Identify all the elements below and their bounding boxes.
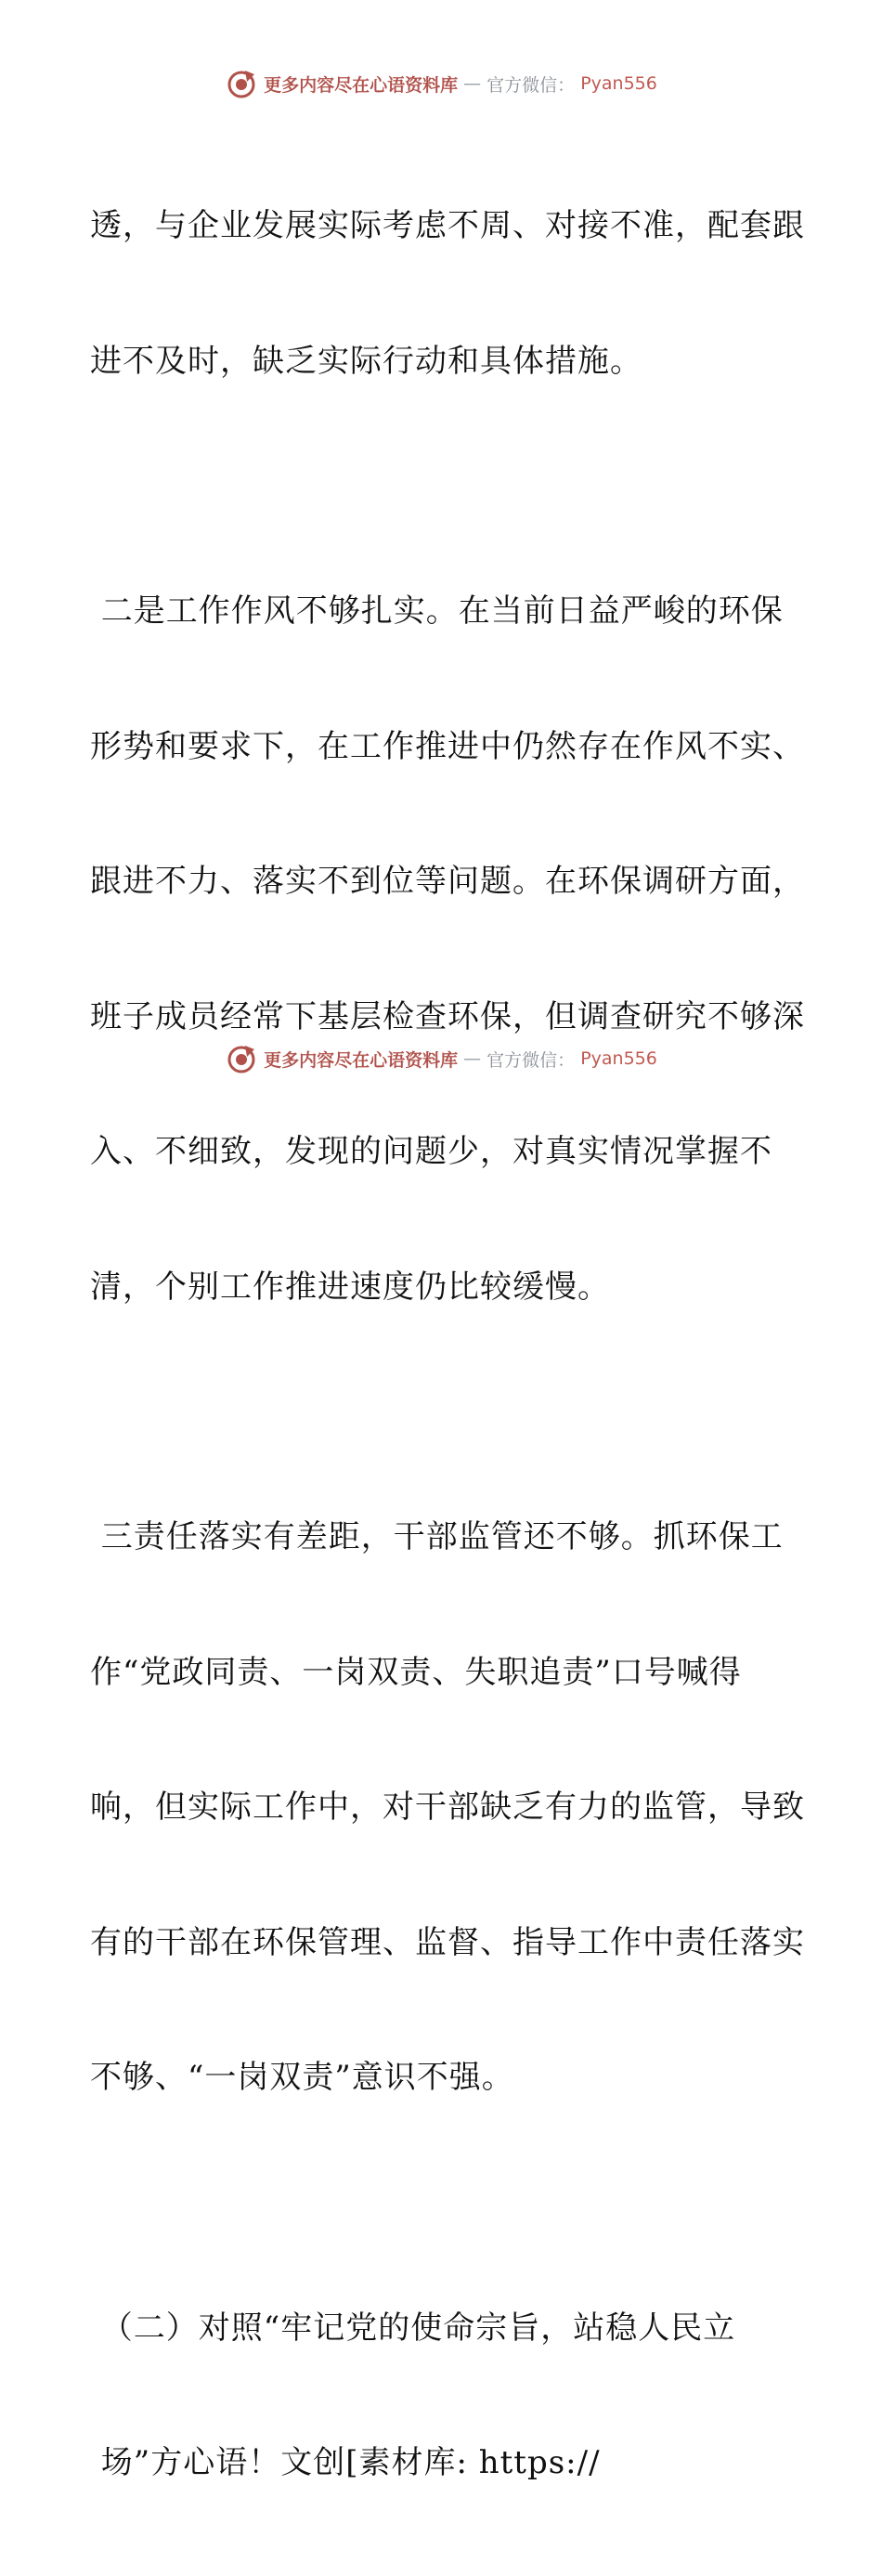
text-line: 进不及时，缺乏实际行动和具体措施。 [90, 342, 642, 380]
paragraph-4 [90, 2216, 805, 2576]
footer-watermark [0, 1042, 882, 1075]
text-line: （二）对照“牢记党的使命宗旨，站稳人民立 [90, 2309, 736, 2347]
watermark-account: Pyan556 [580, 73, 657, 94]
watermark-dash: — [463, 73, 482, 94]
text-line: 有的干部在环保管理、监督、指导工作中责任落实 [90, 1923, 805, 1961]
paragraph-3 [90, 1425, 805, 2191]
text-line: 入、不细致，发现的问题少，对真实情况掌握不 [90, 1133, 772, 1170]
watermark-label: 官方微信： [486, 74, 576, 96]
watermark-brand: 更多内容尽在心语资料库 [264, 1049, 459, 1071]
text-line: 不够、“一岗双责”意识不强。 [90, 2059, 514, 2096]
document-body [90, 113, 805, 2576]
text-line: 班子成员经常下基层检查环保，但调查研究不够深 [90, 997, 805, 1035]
text-line: 形势和要求下，在工作推进中仍然存在作风不实、 [90, 727, 805, 765]
text-line: 响，但实际工作中，对干部缺乏有力的监管，导致 [90, 1789, 805, 1826]
watermark-account: Pyan556 [580, 1048, 657, 1069]
text-line: 场”方心语！文创[素材库: https:// [90, 2444, 601, 2481]
text-line: 二是工作作风不够扎实。在当前日益严峻的环保 [90, 592, 784, 630]
text-line: 作“党政同责、一岗双责、失职追责”口号喊得 [90, 1653, 742, 1691]
watermark-dash: — [463, 1048, 482, 1069]
brand-logo-icon [225, 1042, 258, 1075]
watermark-label: 官方微信： [486, 1049, 576, 1071]
watermark-brand: 更多内容尽在心语资料库 [264, 74, 459, 96]
paragraph-1 [90, 113, 805, 474]
text-line: 透，与企业发展实际考虑不周、对接不准，配套跟 [90, 207, 805, 244]
text-line: 三责任落实有差距，干部监管还不够。抓环保工 [90, 1518, 784, 1555]
text-line: 跟进不力、落实不到位等问题。在环保调研方面， [90, 863, 805, 900]
brand-logo-icon [225, 67, 258, 100]
paragraph-2 [90, 499, 805, 1399]
header-watermark [0, 67, 882, 100]
text-line: 清，个别工作推进速度仍比较缓慢。 [90, 1268, 610, 1306]
